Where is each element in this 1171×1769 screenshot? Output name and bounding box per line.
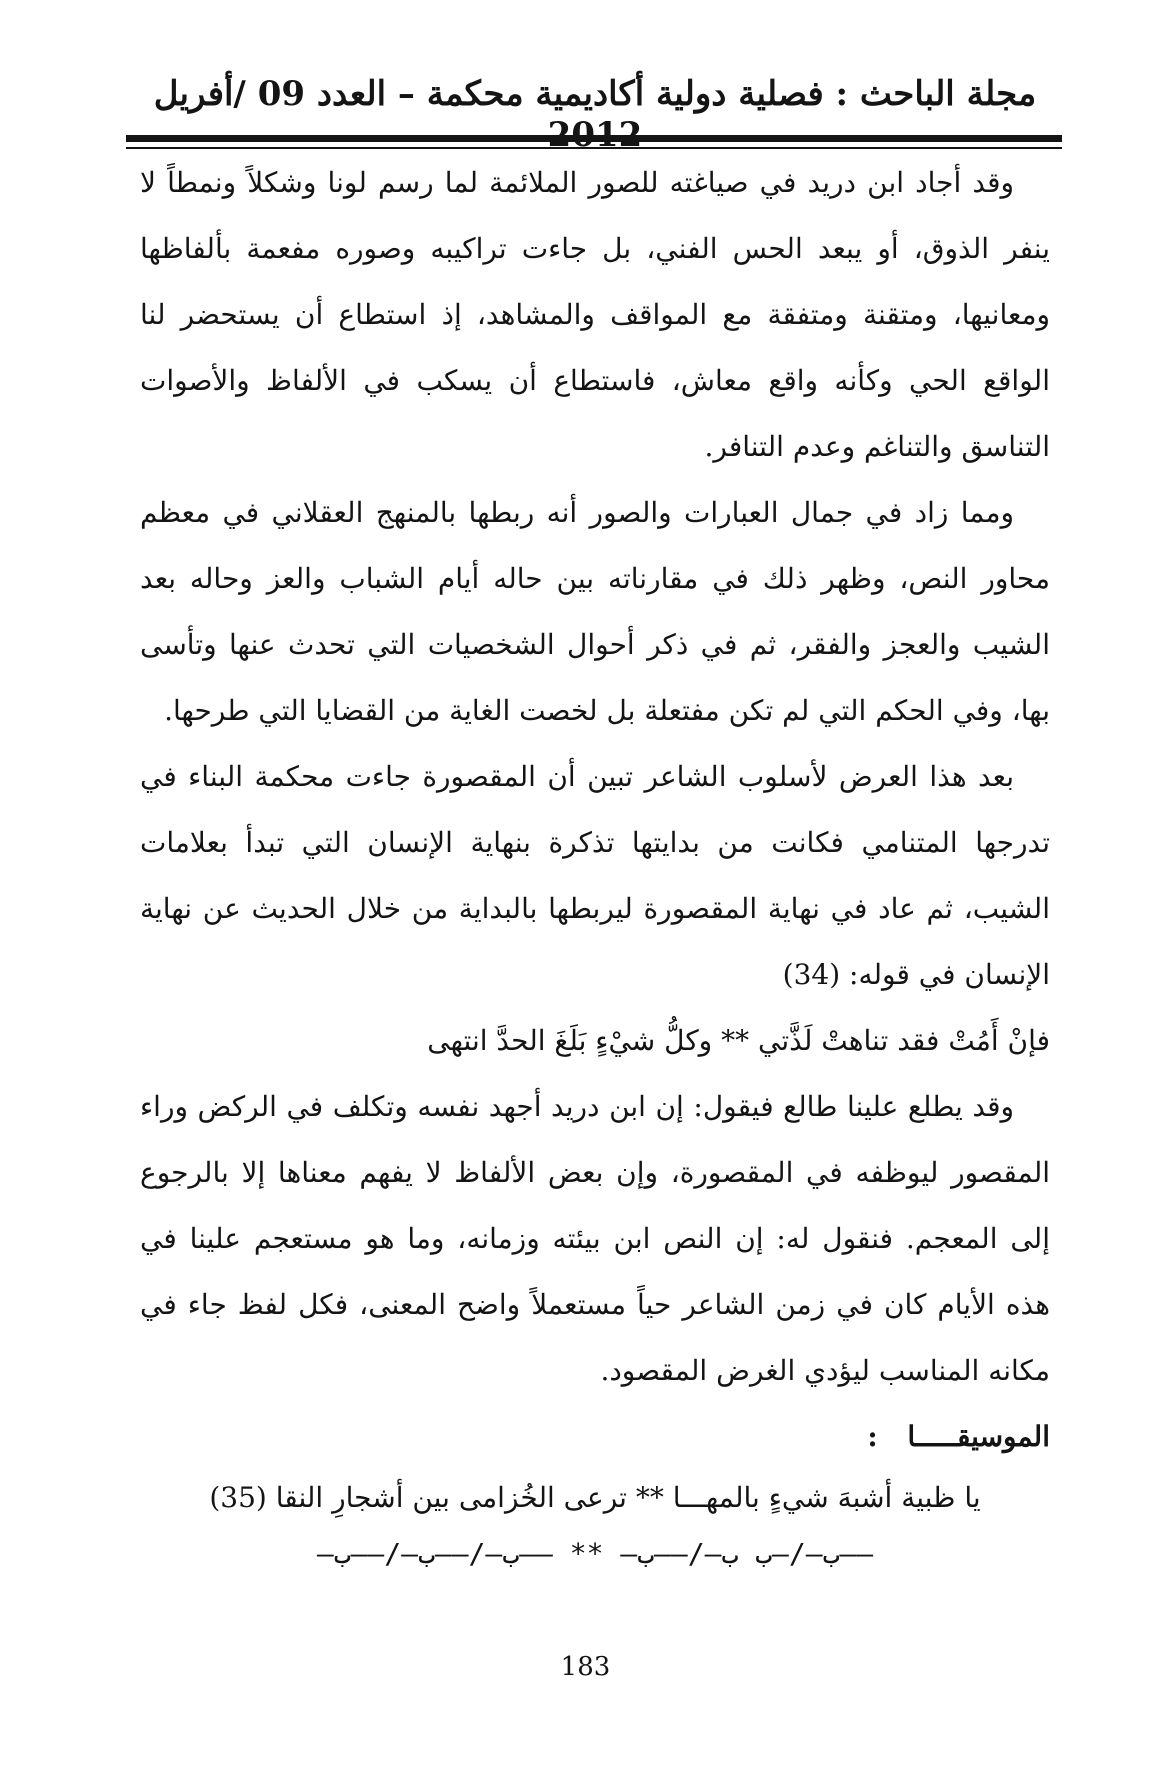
header-rule-thin	[126, 147, 1062, 149]
verse-line-1: فإنْ أَمُتْ فقد تناهتْ لَذَّتي ** وكلُّ شيْءٍ بَلَغَ الحدَّ انتهى	[427, 1024, 1050, 1057]
journal-header: مجلة الباحث : فصلية دولية أكاديمية محكمة – العدد 09 /أفريل	[153, 74, 1037, 114]
paragraph-2: ومما زاد في جمال العبارات والصور أنه ربطها بالمنهج العقلاني في معظم محاور النص، وظهر ذلك في مقارناته بين حاله أيام الشباب والعز وحاله بعد الشيب والعجز والفقر، ثم في ذكر أحوال الشخصيات التي تحدث عنها وتأسى بها، وفي الحكم التي لم تكن مفتعلة بل لخصت الغاية من القضايا التي طرحها.	[140, 496, 1050, 727]
page-number: 183	[560, 1652, 611, 1682]
section-heading-music: الموسيقـــــا :	[867, 1420, 1050, 1453]
article-body	[140, 150, 1050, 1582]
meter-scansion: ––ب–/–ب ب–/––ب– ** ––ب–/––ب–/––ب–	[316, 1537, 874, 1570]
paragraph-3: بعد هذا العرض لأسلوب الشاعر تبين أن المقصورة جاءت محكمة البناء في تدرجها المتنامي فكانت من بدايتها تذكرة بنهاية الإنسان التي تبدأ بعلامات الشيب، ثم عاد في نهاية المقصورة ليربطها بالبداية من خلال الحديث عن نهاية الإنسان في قوله: (34)	[140, 760, 1051, 991]
header-rule-thick	[126, 135, 1062, 142]
paragraph-4: وقد يطلع علينا طالع فيقول: إن ابن دريد أجهد نفسه وتكلف في الركض وراء المقصور ليوظفه في المقصورة، وإن بعض الألفاظ لا يفهم معناها إلا بالرجوع إلى المعجم. فنقول له: إن النص ابن بيئته وزمانه، وما هو مستعجم علينا في هذه الأيام كان في زمن الشاعر حياً مستعملاً واضح المعنى، فكل لفظ جاء في مكانه المناسب ليؤدي الغرض المقصود.	[140, 1090, 1050, 1387]
verse-line-2: يا ظبية أشبهَ شيءٍ بالمهـــا ** ترعى الخُزامى بين أشجارِ النقا (35)	[209, 1481, 981, 1514]
paragraph-1: وقد أجاد ابن دريد في صياغته للصور الملائمة لما رسم لونا وشكلاً ونمطاً لا ينفر الذوق، أو يبعد الحس الفني، بل جاءت تراكيبه وصوره مفعمة بألفاظها ومعانيها، ومتقنة ومتفقة مع المواقف والمشاهد، إذ استطاع أن يستحضر لنا الواقع الحي وكأنه واقع معاش، فاستطاع أن يسكب في الألفاظ والأصوات التناسق والتناغم وعدم التنافر.	[140, 166, 1050, 463]
